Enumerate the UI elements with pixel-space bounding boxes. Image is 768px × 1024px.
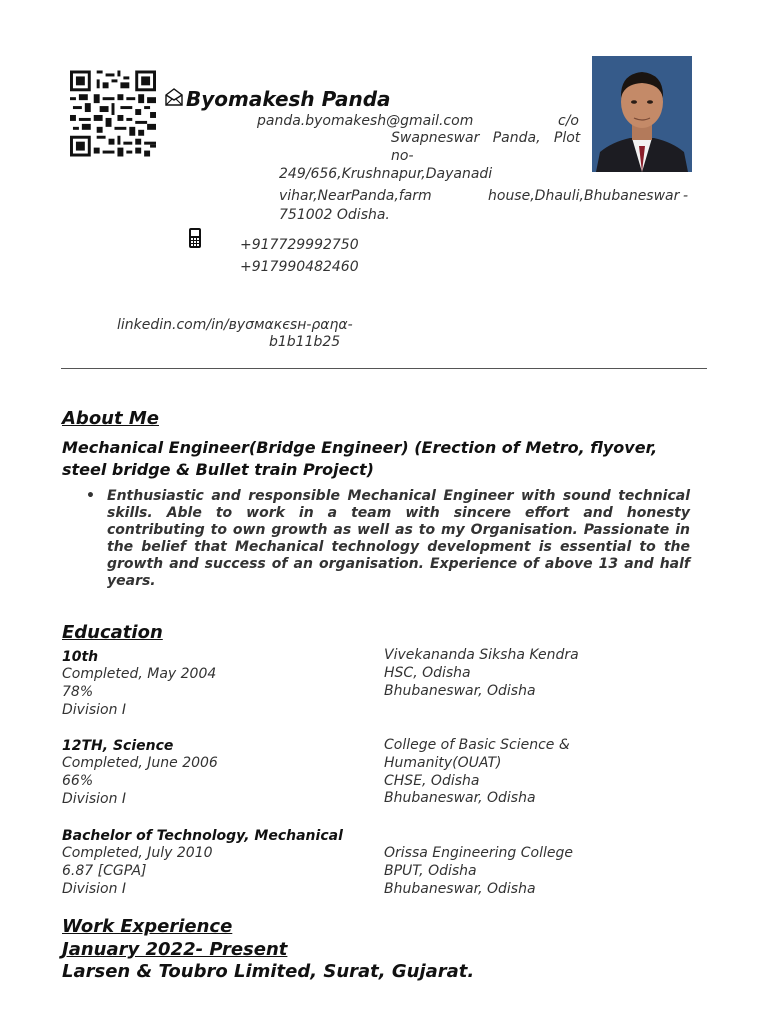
institution-line: Bhubaneswar, Odisha (384, 880, 536, 897)
address-line: 751002 Odisha. (279, 207, 390, 223)
address-line: Swapneswar Panda, Plot (391, 130, 581, 146)
education-detail: 66% (62, 772, 94, 789)
education-detail: Completed, June 2006 (62, 755, 218, 771)
linkedin-url[interactable]: linkedin.com/in/вуσмαкєѕн-ραηα- (117, 317, 353, 333)
job-title: Mechanical Engineer(Bridge Engineer) (Erection of Metro, flyover, steel bridge & Bullet train Project) (62, 438, 658, 479)
institution-line: BPUT, Odisha (384, 862, 477, 879)
education-entry (62, 827, 382, 898)
education-institution (384, 737, 684, 808)
education-title: 10th (62, 649, 99, 665)
education-entry (62, 737, 362, 808)
institution-line: Orissa Engineering College (384, 845, 573, 861)
education-heading: Education (62, 622, 163, 643)
work-company: Larsen & Toubro Limited, Surat, Gujarat. (62, 961, 475, 982)
education-detail: 6.87 [CGPA] (62, 862, 147, 879)
address-line: no- (391, 148, 414, 164)
education-title: 12TH, Science (62, 738, 174, 754)
linkedin-url[interactable]: b1b11b25 (269, 334, 341, 350)
envelope-icon (164, 87, 184, 107)
institution-line: CHSE, Odisha (384, 772, 480, 789)
education-detail: Division I (62, 701, 127, 718)
email-address: panda.byomakesh@gmail.com (257, 113, 474, 129)
divider (61, 368, 707, 369)
education-detail: Division I (62, 880, 127, 897)
institution-line: Humanity(OUAT) (384, 754, 502, 771)
institution-line: College of Basic Science & (384, 737, 570, 753)
about-summary (87, 488, 690, 590)
address-line: vihar,NearPanda,farm (279, 188, 432, 204)
education-institution (384, 647, 684, 700)
education-detail: Completed, May 2004 (62, 666, 217, 682)
education-title: Bachelor of Technology, Mechanical (62, 828, 343, 844)
education-detail: 78% (62, 683, 94, 700)
institution-line: Bhubaneswar, Odisha (384, 790, 536, 807)
address-line: - (683, 188, 689, 204)
education-detail: Completed, July 2010 (62, 845, 213, 861)
phone-number: +917729992750 (240, 237, 359, 253)
qr-code (70, 69, 156, 158)
about-heading: About Me (62, 408, 159, 429)
address-line: 249/656,Krushnapur,Dayanadi (279, 166, 493, 182)
institution-line: Bhubaneswar, Odisha (384, 682, 536, 699)
list-item: • Enthusiastic and responsible Mechanical Engineer with sound technical skills. Able to work in a team with sincere effort and honesty contributing to own growth as well as to my Organisation. Passionate in the belief that Mechanical technology development is essential to the growth and success of an organisation. Experience of above 13 and half years. (107, 488, 690, 590)
education-entry (62, 648, 362, 719)
address-line: house,Dhauli,Bhubaneswar (488, 188, 680, 204)
institution-line: HSC, Odisha (384, 664, 471, 681)
education-detail: Division I (62, 790, 127, 807)
address-co: c/o (558, 113, 579, 129)
institution-line: Vivekananda Siksha Kendra (384, 647, 579, 663)
education-institution (384, 845, 684, 898)
candidate-name: Byomakesh Panda (186, 87, 391, 111)
phone-number: +917990482460 (240, 259, 359, 275)
mobile-phone-icon (187, 227, 203, 249)
work-experience-heading: Work Experience (62, 916, 233, 937)
profile-photo (592, 56, 692, 172)
work-period: January 2022- Present (62, 939, 288, 960)
